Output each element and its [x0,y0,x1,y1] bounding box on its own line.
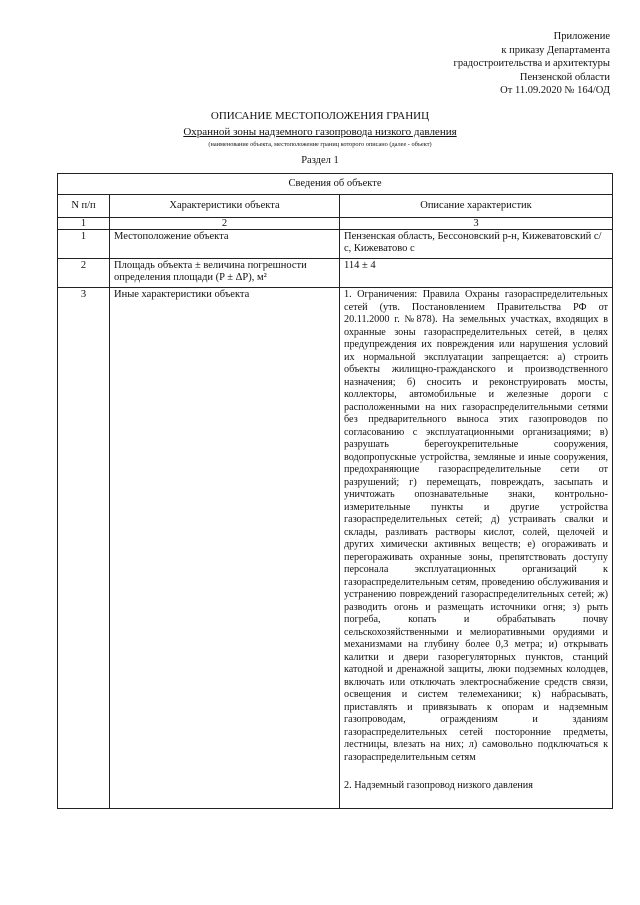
appendix-line: к приказу Департамента [501,44,610,56]
table-row [58,288,613,809]
object-caption: (наименование объекта, местоположение границ которого описано (далее - объект) [208,141,432,148]
column-header: Описание характеристик [340,195,613,218]
column-number: 3 [340,218,613,230]
row-characteristic: Местоположение объекта [110,230,340,259]
row-characteristic: Площадь объекта ± величина погрешности определения площади (P ± ΔP), м² [110,259,340,288]
column-number: 1 [58,218,110,230]
appendix-header [310,30,610,98]
row-number: 3 [58,288,110,809]
appendix-line: Пензенской области [519,71,610,83]
table-row [58,230,613,259]
column-number: 2 [110,218,340,230]
row-number: 1 [58,230,110,259]
table-heading: Сведения об объекте [58,174,613,195]
column-header: Характеристики объекта [110,195,340,218]
section-title: Раздел 1 [301,155,339,166]
restrictions-text: 1. Ограничения: Правила Охраны газораспределительных сетей (утв. Постановлением Правительства РФ от 20.11.2000 г. №878). На земельных участках, входящих в охранные зоны газораспределительных сетей, в целях предупреждения их повреждения или нарушения условий их нормальной эксплуатации запрещается: а) строить объекты жилищно-гражданского и производственного назначения; б) сносить и реконструировать мосты, коллекторы, автомобильные и железные дороги с расположенными на них газораспределительными сетями без предварительного выноса этих газопроводов по согласованию с эксплуатационными организациями; в) разрушать берегоукрепительные сооружения, водопропускные устройства, земляные и иные сооружения, предохраняющие газораспределительные сети от разрушений; г) перемещать, повреждать, засыпать и уничтожать опознавательные знаки, контрольно-измерительные пункты и другие устройства газораспределительных сетей; д) устраивать свалки и склады, разливать растворы кислот, солей, щелочей и других химически активных веществ; е) огораживать и перегораживать охранные зоны, препятствовать доступу персонала эксплуатационных организаций к газораспределительным сетям, проведению обслуживания и устранению повреждений газораспределительных сетей; ж) разводить огонь и размещать источники огня; з) рыть погреба, копать и обрабатывать почву сельскохозяйственными и мелиоративными орудиями и механизмами на глубину более 0,3 метра; и) открывать калитки и двери газорегуляторных пунктов, станций катодной и дренажной защиты, люки подземных колодцев, включать или отключать электроснабжение средств связи, освещения и систем телемеханики; к) набрасывать, приставлять и привязывать к опорам и надземным газопроводам, ограждениям и зданиям газораспределительных сетей посторонние предметы, лестницы, влезать на них; л) самовольно подключаться к газораспределительным сетям [344,289,609,763]
table-row [58,259,613,288]
appendix-line: Приложение [553,31,610,42]
row-characteristic: Иные характеристики объекта [110,288,340,809]
column-header: N п/п [58,195,110,218]
appendix-line: От 11.09.2020 № 164/ОД [500,85,610,97]
pipeline-type-text: 2. Надземный газопровод низкого давления [344,780,533,791]
appendix-line: градостроительства и архитектуры [453,58,610,70]
row-description: 114 ± 4 [340,259,613,288]
document-title: ОПИСАНИЕ МЕСТОПОЛОЖЕНИЯ ГРАНИЦ [210,110,430,122]
row-description-cell [340,288,613,809]
object-name: Охранной зоны надземного газопровода низкого давления [183,126,457,138]
object-info-table [57,173,613,809]
row-description: Пензенская область, Бессоновский р-н, Кижеватовский с/с, Кижеватово с [340,230,613,259]
row-number: 2 [58,259,110,288]
